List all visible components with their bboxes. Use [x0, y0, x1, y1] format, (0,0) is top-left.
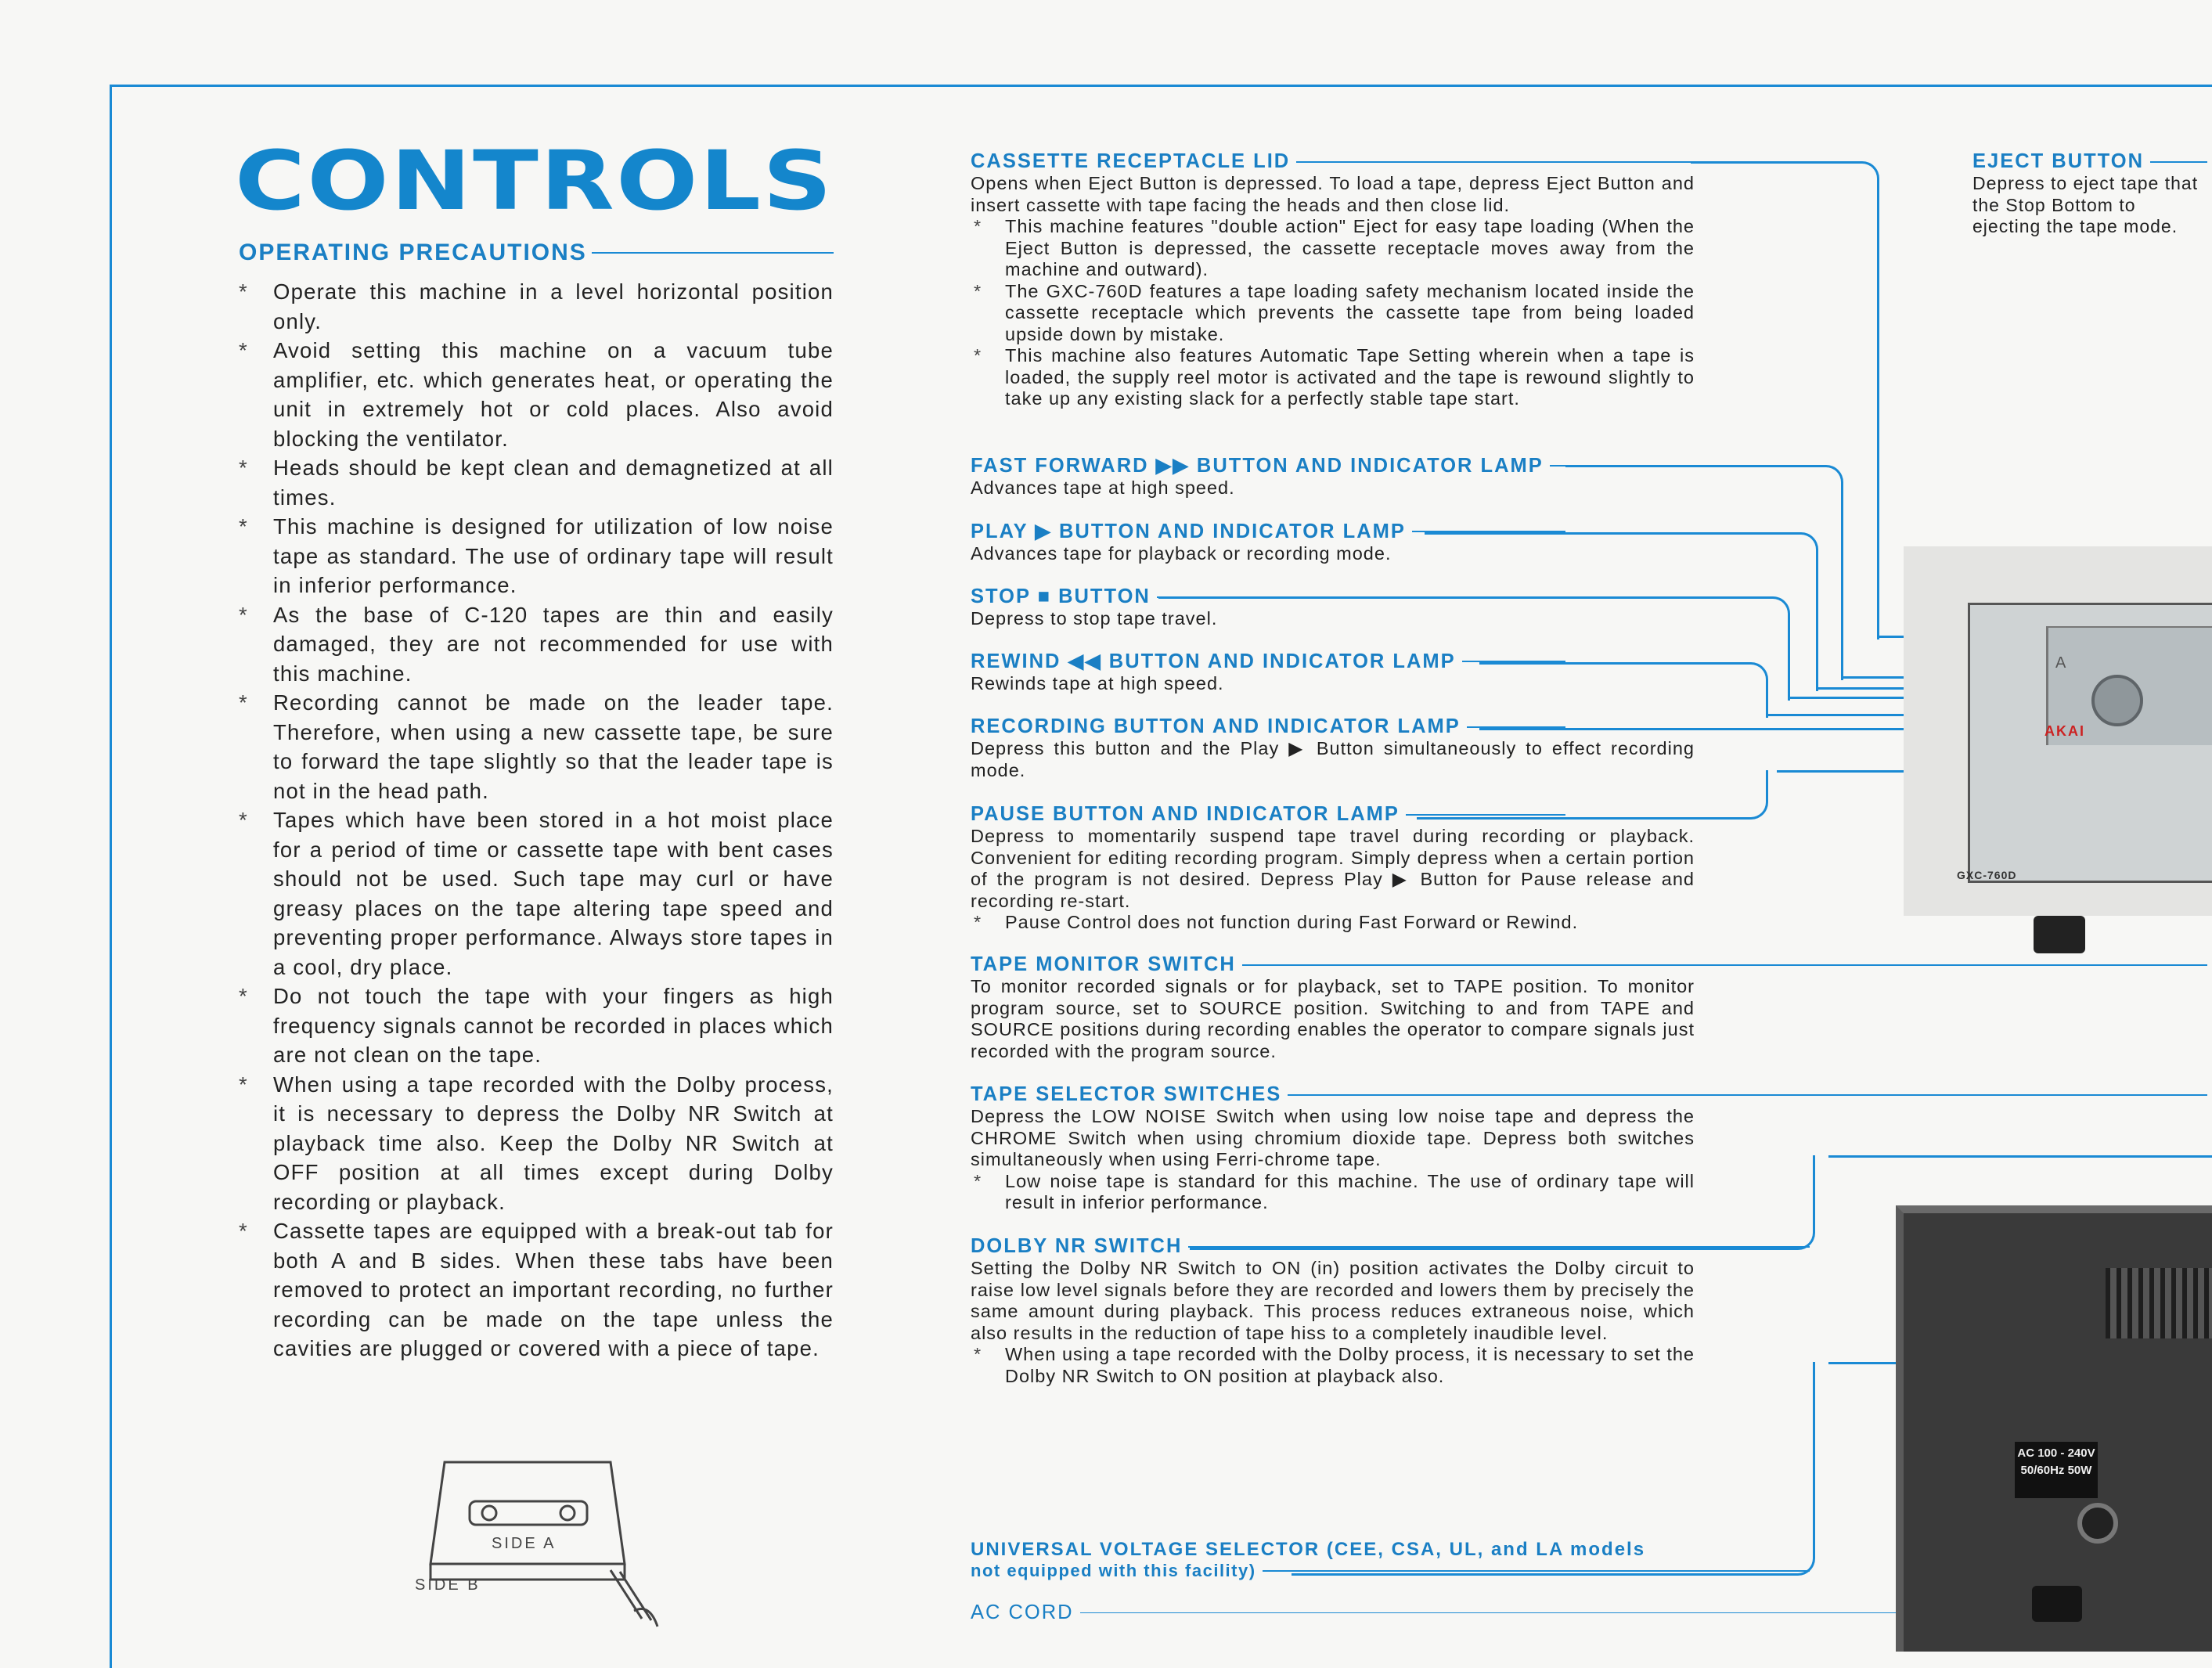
cassette-illustration — [415, 1454, 665, 1634]
selector-heading: TAPE SELECTOR SWITCHES — [971, 1083, 1282, 1105]
eject-section — [1972, 150, 2207, 238]
side-a-label: SIDE A — [492, 1535, 557, 1552]
dolby-heading: DOLBY NR SWITCH — [971, 1235, 1183, 1257]
monitor-heading: TAPE MONITOR SWITCH — [971, 953, 1236, 975]
pause-heading: PAUSE BUTTON AND INDICATOR LAMP — [971, 803, 1400, 825]
accord-section — [971, 1601, 1695, 1624]
receptacle-text: Opens when Eject Button is depressed. To load a tape, depress Eject Button and insert cassette with tape facing the heads and then close lid. — [971, 173, 1695, 215]
play-text: Advances tape for playback or recording mode. — [971, 543, 1392, 564]
list-item: * When using a tape recorded with the Dolby process, it is necessary to depress the Dolby NR Switch at playback time also. Keep the Dolby NR Switch at OFF position at all times except during Dolby recording or playback. — [239, 1070, 834, 1217]
stop-heading: STOP ■ BUTTON — [971, 585, 1151, 607]
selector-note: * Low noise tape is standard for this machine. The use of ordinary tape will result in inferior performance. — [971, 1171, 1695, 1214]
pause-text: Depress to momentarily suspend tape travel during recording or playback. Convenient for editing recording program. Simply depress when a certain portion of the program is not desired. Depress Play ▶ Button for Pause release and recording re-start. — [971, 826, 1695, 911]
leader-line — [1417, 770, 1768, 820]
receptacle-note: * The GXC-760D features a tape loading safety mechanism located inside the cassette receptacle which prevents the cassette tape from being loaded upside down by mistake. — [971, 281, 1695, 346]
foot — [2032, 1586, 2082, 1622]
dolby-text: Setting the Dolby NR Switch to ON (in) position activates the Dolby circuit to raise low level signals before they are recorded and lowers them by precisely the same amount during playback. This process reduces extraneous noise, which also results in the reduction of tape hiss to a completely inaudible level. — [971, 1258, 1695, 1343]
precautions-list — [239, 277, 834, 1364]
list-item: * Cassette tapes are equipped with a break-out tab for both A and B sides. When these tabs have been removed to protect an important recording, no further recording can be made on the tape unless the cavities are plugged or covered with a piece of tape. — [239, 1216, 834, 1364]
knob — [2034, 916, 2085, 953]
recording-text: Depress this button and the Play ▶ Button simultaneously to effect recording mode. — [971, 738, 1695, 780]
list-item: * Tapes which have been stored in a hot moist place for a period of time or cassette tape with bent cases should not be used. Such tape may curl or have greasy places on the tape altering tape speed and preventing proper performance. Always store tapes in a cool, dry place. — [239, 805, 834, 982]
operating-precautions — [239, 240, 834, 1364]
monitor-text: To monitor recorded signals or for playback, set to TAPE position. To monitor program source, set to SOURCE position. Switching to and from TAPE and SOURCE positions during recording enables the operator to compare signals just recorded with the program source. — [971, 976, 1695, 1061]
monitor-section — [971, 953, 1695, 1062]
ac-cord-grommet — [2077, 1503, 2118, 1544]
pause-section — [971, 803, 1695, 934]
list-item: * Do not touch the tape with your fingers as high frequency signals cannot be recorded in places which are not clean on the tape. — [239, 982, 834, 1070]
list-item: * Recording cannot be made on the leader tape. Therefore, when using a new cassette tape, be sure to forward the tape slightly so that the leader tape is not in the head path. — [239, 688, 834, 805]
selector-text: Depress the LOW NOISE Switch when using low noise tape and depress the CHROME Switch when using chromium dioxide tape. Depress both switches simultaneously when using Ferri-chrome tape. — [971, 1106, 1695, 1169]
window-mark: A — [2055, 654, 2066, 672]
leader-line — [1292, 1362, 1815, 1576]
list-item: * As the base of C-120 tapes are thin and easily damaged, they are not recommended for use with this machine. — [239, 600, 834, 689]
ff-heading: FAST FORWARD ▶▶ BUTTON AND INDICATOR LAMP — [971, 455, 1544, 477]
play-heading: PLAY ▶ BUTTON AND INDICATOR LAMP — [971, 521, 1406, 542]
voltage-sub: not equipped with this facility) — [971, 1561, 1256, 1580]
model-label: GXC-760D — [1957, 869, 2017, 881]
list-item: * This machine is designed for utilization of low noise tape as standard. The use of ordinary tape will result in inferior performance. — [239, 512, 834, 600]
dolby-note: * When using a tape recorded with the Dolby process, it is necessary to set the Dolby NR Switch to ON position at playback also. — [971, 1344, 1695, 1387]
eject-text: Depress to eject tape that the Stop Bottom to ejecting the tape mode. — [1972, 173, 2199, 236]
voltage-heading: UNIVERSAL VOLTAGE SELECTOR (CEE, CSA, UL, and LA models — [971, 1539, 1646, 1560]
voltage-plate: AC 100 - 240V 50/60Hz 50W — [2015, 1442, 2098, 1498]
receptacle-heading: CASSETTE RECEPTACLE LID — [971, 150, 1291, 172]
rewind-heading: REWIND ◀◀ BUTTON AND INDICATOR LAMP — [971, 650, 1456, 672]
rewind-text: Rewinds tape at high speed. — [971, 673, 1224, 693]
recording-heading: RECORDING BUTTON AND INDICATOR LAMP — [971, 715, 1461, 737]
receptacle-note: * This machine also features Automatic Tape Setting wherein when a tape is loaded, the supply reel motor is activated and the tape is rewound slightly to take up any existing slack for a perfectly stable tape start. — [971, 345, 1695, 410]
ff-text: Advances tape at high speed. — [971, 477, 1235, 498]
receptacle-note: * This machine features "double action" Eject for easy tape loading (When the Eject Button is depressed, the cassette receptacle moves away from the machine and outward). — [971, 216, 1695, 281]
list-item: * Operate this machine in a level horizontal position only. — [239, 277, 834, 336]
side-b-label: SIDE B — [415, 1576, 481, 1594]
leader-line — [1190, 1155, 1815, 1250]
precautions-heading: OPERATING PRECAUTIONS — [239, 240, 834, 266]
stop-text: Depress to stop tape travel. — [971, 608, 1218, 629]
accord-heading: AC CORD — [971, 1601, 1074, 1623]
receptacle-section — [971, 150, 1695, 410]
pause-note: * Pause Control does not function during Fast Forward or Rewind. — [971, 912, 1695, 934]
reel-icon — [2091, 675, 2143, 726]
eject-heading: EJECT BUTTON — [1972, 150, 2145, 172]
leader-line — [1828, 1155, 2212, 1158]
list-item: * Heads should be kept clean and demagnetized at all times. — [239, 453, 834, 512]
vent-grille — [2106, 1268, 2212, 1338]
list-item: * Avoid setting this machine on a vacuum tube amplifier, etc. which generates heat, or operating the unit in extremely hot or cold places. Also avoid blocking the ventilator. — [239, 336, 834, 453]
brand-logo: AKAI — [2044, 723, 2085, 739]
page-title: CONTROLS — [235, 133, 834, 229]
leader-line — [1479, 662, 1768, 718]
